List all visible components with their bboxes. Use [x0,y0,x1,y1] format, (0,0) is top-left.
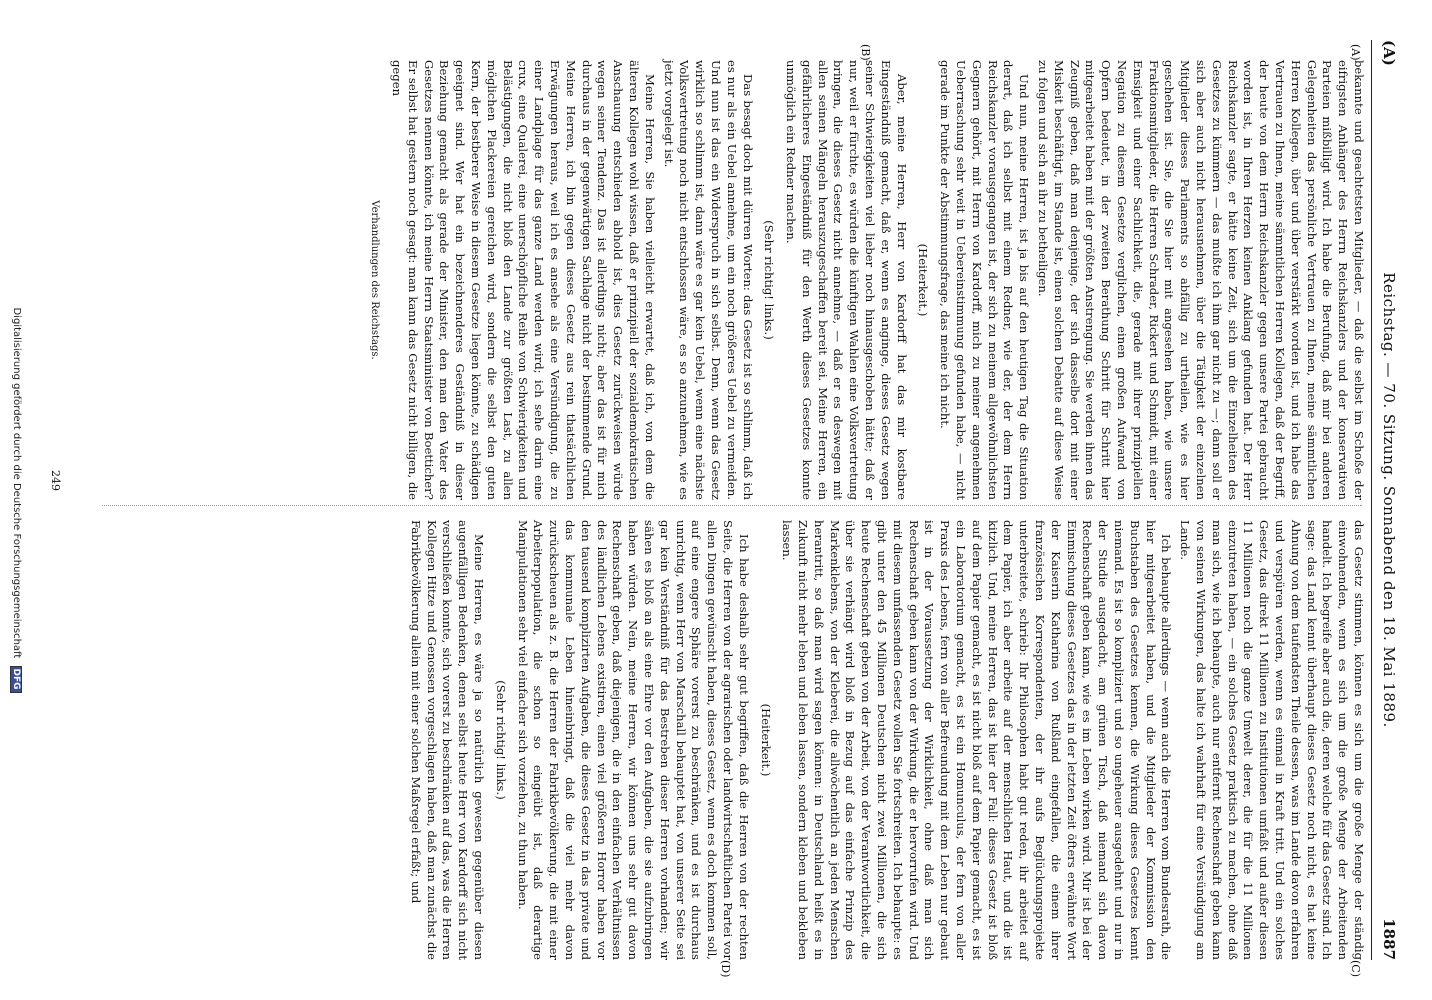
right-column [404,520,1366,960]
margin-mark-b: (B) [859,44,872,61]
margin-mark-d: (D) [719,960,732,978]
header-rule [1371,40,1372,960]
footer-page-number: 249 [49,470,62,491]
interjection: (Sehr richtig! links.) [762,220,777,340]
page-title: Reichstag. — 70. Sitzung. Sonnabend den 18. Mai 1889. [1380,272,1398,728]
digitization-note [10,0,22,1000]
paragraph: Meine Herren, Sie haben vielleicht erwartet, daß ich, von dem die älteren Kollegen wohl wissen, daß er prinzipiell der sozialdemokratischen Anschauung entschieden abhold ist, dies Gesetz zurückweisen würde wegen seiner Tendenz. Das ist allerdings nicht; aber das ist für mich durchaus in der gegenwärtigen Sachlage nicht der bestimmende Grund. Meine Herren, ich bin gegen dieses Gesetz aus rein thatsächlichen Erwägungen heraus, weil ich es ansehe als eine Versündigung, die zu einer Landplage für das ganze Land werden wird; ich sehe darin eine crux, eine Qualerei, eine unerschöpfliche Reihe von Schwierigkeiten und Belästigungen, die nicht bloß den Lande zur größten Last, zu allen möglichen Plackereien gereichen wird, sondern die selbst den guten Kern, der bestberer Weise in diesem Gesetze liegen könnte, zu schädigen geeignet sind. Wer hat ein bezeichnenderes Geständniß in dieser Beziehung gemacht als gerade der Minister, den man den Vater des Gesetzes nennen könnte, ich meine Herrn Staatsminister von Boetticher? Er selbst hat gestern noch gesagt: man kann das Gesetz nicht billigen, die gegen [389,60,657,500]
column-divider [102,505,1362,506]
digitization-text: Digitalisierung gefördert durch die Deutsche Forschungsgemeinschaft [11,307,22,659]
interjection: (Heiterkeit.) [916,243,931,317]
paragraph: Ich behaupte allerdings — wenn auch die Herren vom Bundesrath, die hier mitgearbeitet haben, und die Mitglieder der Kommission den Buchstaben des Gesetzes kennen, die Wirkung dieses Gesetzes kennt niemand. Es ist so kompliziert und so ungeheuer ausgedehnt und nur in der Studie ausgedacht, am grünen Tisch, daß niemand sich davon Rechenschaft geben kann, wie es im Leben wirken wird. Mir ist bei der Einmischung dieses Gesetzes das in der letzten Zeit öfters erwähnte Wort der Kaiserin Katharina von Rußland eingefallen, die einem ihrer französischen Korrespondenten, der ihr aufs Beglückungsprojekte unterbreitete, schrieb: Ihr Philosophen habt gut reden, ihr arbeitet auf dem Papier, ich aber arbeite auf der menschlichen Haut, und die ist kitzlich. Und, meine Herren, das ist hier der Fall: dieses Gesetz ist bloß auf dem Papier gemacht, es ist nicht bloß auf dem Papier gemacht, es ist ein Laboratorium gemacht, es ist ein Homunculus, der fern von aller Praxis des Lebens, fern von aller Befreundung mit dem Leben nur gebaut ist in der Voraussetzung der Wirklichkeit, ohne daß man sich Rechenschaft geben kann von der Wirkung, die er hervorrufen wird. Und mit diesem umfassenden Gesetz wollen Sie fortschreiten. Ich behaupte: es gibt unter den 45 Millionen Deutschen nicht zwei Millionen, die sich heute Rechenschaft geben von der Arbeit, von der Verantwortlichkeit, die über sie verhängt wird bloß in Bezug auf das einfache Prinzip des Markenklebens, von der Kleberei, die allwöchentlich an jeden Menschen herantritt, so daß man wird sagen können: in Deutschland heißt es in Zukunft nicht mehr leben und leben lassen, sondern kleben und bekleben lassen. [780,520,1174,960]
left-column [360,60,1366,500]
interjection: (Sehr richtig! links.) [493,680,508,800]
paragraph: bekannte und geachtetsten Mitglieder, — daß die selbst im Schoße der eifrigsten Anhänger des Herrn Reichskanzlers und der konservativen Parteien mißbilligt wird. Ich habe die Berufung, daß mir bei anderen Gelegenheiten das persönliche Vertrauen zu Ihnen, meine sämmtlichen Herren Kollegen, über und über verstärkt worden ist, und ich habe das Vertrauen zu Ihnen, meine sämmtlichen Herren Kollegen, daß der Begriff, der heute von dem Herrn Reichskanzler gegen unsere Partei gebraucht worden ist, in Ihren Herzen keinen Anklang gefunden hat. Der Herr Reichskanzler sagte, er hätte keine Zeit, sich um die Einzelheiten des Gesetzes zu kümmern — das mußte ich ihm gar nicht zu —; dann soll er sich aber auch nicht herausnehmen, über die Tätigkeit der einzelnen Mitglieder dieses Parlaments so abfällig zu urtheilen, wie es hier geschehen ist. Sie, die Sie hier mit angesehen haben, wie unsere Fraktionsmitglieder, die Herren Schrader, Rickert und Schmidt, mit einer Emsigkeit und einer Sachlichkeit, die, gerade mit ihrer prinzipiellen Negation zu diesem Gesetze verglichen, einen großen Aufwand von Opfern bedeutet, in der zweiten Berathung Schritt für Schritt hier mitgearbeitet haben mit der größten Anstrengung. Sie werden ihnen das Zeugniß geben, daß man denjenige, der sich dasselbe dort mit einer Miskeit beschäftigt, im Stande ist, einen solchen Debatte auf diese Weise zu folgen und sich an ihr zu betheiligen. [1036,60,1366,500]
paragraph: das Gesetz stimmen, können es sich um die große Menge der ständig einwohnenden, wenn es sich um die große Menge der Arbeitenden handelt. Ich begreife aber auch die, deren welche für das Gesetz sind. Ich sage: das Land kennt überhaupt dieses Gesetz noch nicht, es hat keine Ahnung von dem taufendsten Theile dessen, was im Lande davon erfahren und verspüren werden, wenn es einmal in Kraft tritt. Und ein solches Gesetz, das direkt 11 Millionen zu Institutionen umfaßt und außer diesen 11 Millionen noch die ganze Umwelt derer, die für die 11 Millionen einzutreten haben, — ein solches Gesetz praktisch zu machen, ohne daß man sich, wie ich behaupte, auch nur entfernt Rechenschaft geben kann von seinen Wirkungen, das halte ich wahrhaft für eine Versündigung am Lande. [1178,520,1366,960]
interjection: (Heiterkeit.) [758,703,773,777]
page-header [1372,40,1398,960]
margin-mark-c: (C) [1349,960,1362,977]
dfg-logo: DFG [10,666,22,693]
paragraph: Aber, meine Herren, Herr von Kardorff hat das mir kostbare Eingeständniß gemacht, daß er, wenn es anginge, dieses Gesetz wegen seiner Schwierigkeiten viel lieber noch hinausgeschoben hätte; daß er nur, weil er fürchte, es würden die künftigen Wahlen eine Volksvertretung bringen, die dieses Gesetz nicht annehme, — daß er es deswegen mit allen seinen Mängeln herauszugeschaffen bereit sei. Meine Herren, ein gefährlicheres Eingeständniß für den Werth dieses Gesetzes konnte unmöglich ein Redner machen. [784,60,909,500]
footer-hint: Verhandlungen des Reichstags. [369,200,381,360]
paragraph: Das besagt doch mit dürren Worten: das Gesetz ist so schlimm, daß ich es nur als ein Uebel annehme, um ein noch größeres Uebel zu vermeiden. Und nun ist das ein Widerspruch in sich selbst. Denn, wenn das Gesetz wirklich so schlimm ist, dann wäre es gar kein Uebel, wenn eine nächste Volksvertretung noch nicht entschlossen wäre, es so anzunehmen, wie es jetzt vorgelegt ist. [661,60,755,500]
margin-letter-a: (A) [1380,40,1398,66]
margin-mark-a: (A) [1349,44,1362,61]
page-number: 1887 [1380,918,1398,960]
paragraph: Und nun, meine Herren, ist ja bis auf den heutigen Tag die Situation derart, daß ich selbst mit einem Redner, wie der, der dem Herrn Reichskanzler vorausgegangen ist, der sich zu meinem allgewöhnlichsten Gegnern gehört, mit Herrn von Kardorff, mich zu meiner angenehmen Ueberraschung sehr weit in Uebereinstimmung gefunden habe, — nicht gerade im Punkte der Abstimmungsfrage, das meine ich nicht. [938,60,1032,500]
paragraph: Meine Herren, es wäre ja so natürlich gewesen gegenüber diesen augenfälligen Bedenken, denen selbst heute Herr von Kardorff sich nicht verschließen konnte, sich vorerst zu beschränken auf das, was die Herren Kollegen Hitze und Genossen vorgeschlagen haben, daß man zunächst die Fabrikbevölkerung allein mit einer solchen Maßregel erfaßt; und [408,520,486,960]
paragraph: Ich habe deshalb sehr gut begriffen, daß die Herren von der rechten Seite, die Herren von der agrarischen oder landwirtschaftlichen Partei vor allen Dingen gewünscht haben, dieses Gesetz, wenn es doch kommen soll, auf eine engere Sphäre vorerst zu beschränken, und es ist durchaus unrichtig, wenn Herr von Marschall behauptet hat, von unserer Seite sei gar kein Verständniß für das Bestreben dieser Herren vorhanden; wir sähen es bloß an als eine Ehre vor den Aufgaben, die sie aufzubringen haben würden. Nein, meine Herren, wir können uns sehr gut davon Rechenschaft geben, daß diejenigen, die in den einfachen Verhältnissen des ländlichen Lebens existiren, einen viel größeren Horror haben vor den tausend komplizirten Aufgaben, die dieses Gesetz in das private und das kommunale Leben hineinbringt, daß die viel mehr davon zurückscheuen als z. B. die Herren der Fabrikbevölkerung, die mit einer Arbeiterpopulation, die schon so eingeübt ist, daß derartige Manipulationen sehr viel einfacher sich vorziehen, zu thun haben. [515,520,751,961]
